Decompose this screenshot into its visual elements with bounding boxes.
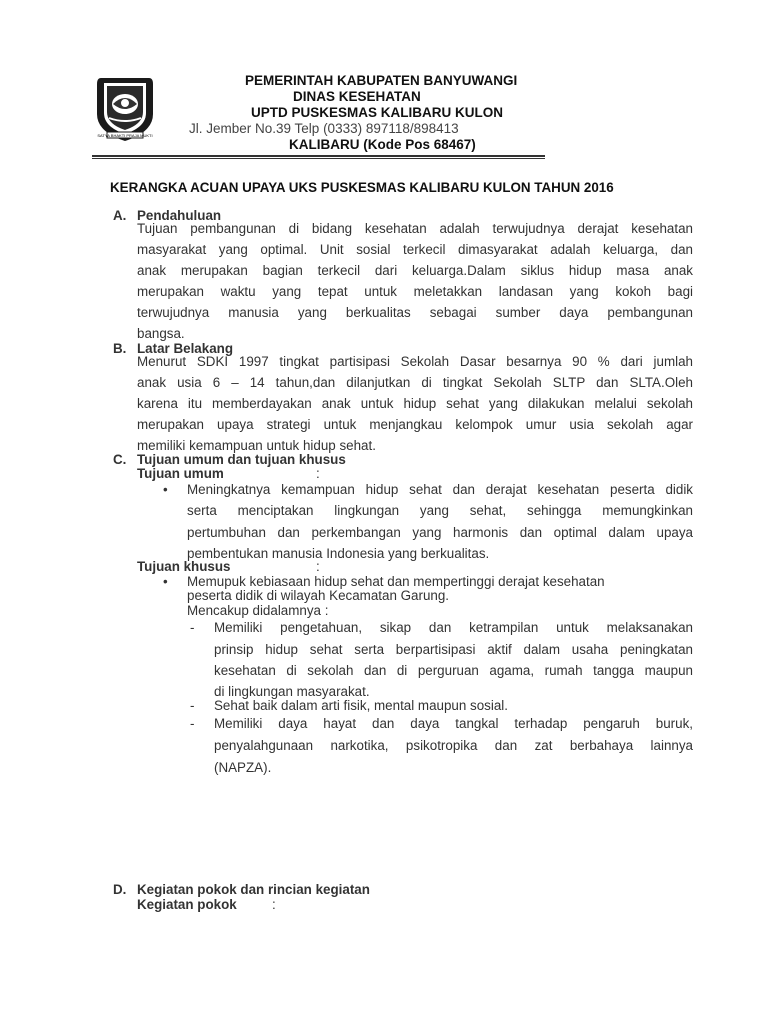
- tujuan-khusus-text: peserta didik di wilayah Kecamatan Garung.: [187, 588, 450, 603]
- bullet-marker: •: [163, 482, 168, 497]
- section-a-line: terwujudnya manusia yang berkualitas sebagai sumber daya pembangunan: [137, 305, 693, 320]
- dash-marker: -: [190, 716, 195, 731]
- dash-item-text: Memiliki daya hayat dan daya tangkal terhadap pengaruh buruk,: [214, 716, 693, 731]
- dash-item-text: Sehat baik dalam arti fisik, mental maupun sosial.: [214, 698, 508, 713]
- dash-marker: -: [190, 620, 195, 635]
- section-a-line: Tujuan pembangunan di bidang kesehatan adalah terwujudnya derajat kesehatan: [137, 221, 693, 236]
- bullet-marker: •: [163, 574, 168, 589]
- section-a-line: anak merupakan bagian terkecil dari keluarga.Dalam siklus hidup masa anak: [137, 263, 693, 278]
- dash-item-text: (NAPZA).: [214, 760, 272, 775]
- document-title: KERANGKA ACUAN UPAYA UKS PUSKESMAS KALIBARU KULON TAHUN 2016: [110, 180, 614, 195]
- section-a-line: bangsa.: [137, 326, 185, 341]
- tujuan-umum-text: serta menciptakan lingkungan yang sehat, sehingga memungkinkan: [187, 503, 693, 518]
- dash-item-text: prinsip hidup sehat serta berpartisipasi aktif dalam usaha peningkatan: [214, 642, 693, 657]
- logo-motto: SATYA BHAKTI PRAJA MUKTI: [97, 133, 153, 138]
- dash-item-text: Memiliki pengetahuan, sikap dan ketrampilan untuk melaksanakan: [214, 620, 693, 635]
- section-b-line: anak usia 6 – 14 tahun,dan dilanjutkan di tingkat Sekolah SLTP dan SLTA.Oleh: [137, 375, 693, 390]
- banyuwangi-emblem-logo: [93, 74, 157, 144]
- tujuan-umum-label: Tujuan umum: [137, 466, 224, 481]
- section-d-heading: Kegiatan pokok dan rincian kegiatan: [137, 882, 370, 897]
- tujuan-umum-text: pertumbuhan dan perkembangan yang harmonis dan optimal dalam upaya: [187, 525, 693, 540]
- letterhead-postal: KALIBARU (Kode Pos 68467): [289, 137, 476, 152]
- tujuan-khusus-label: Tujuan khusus: [137, 559, 231, 574]
- section-b-line: merupakan upaya strategi untuk menjangkau kelompok umur usia sekolah agar: [137, 417, 693, 432]
- tujuan-umum-colon: :: [316, 466, 320, 481]
- dash-item-text: di lingkungan masyarakat.: [214, 684, 370, 699]
- letterhead-line-1: PEMERINTAH KABUPATEN BANYUWANGI: [245, 73, 518, 88]
- tujuan-umum-text: Meningkatnya kemampuan hidup sehat dan derajat kesehatan peserta didik: [187, 482, 693, 497]
- tujuan-umum-text: pembentukan manusia Indonesia yang berkualitas.: [187, 546, 490, 561]
- section-b-letter: B.: [113, 341, 127, 356]
- section-b-line: memiliki kemampuan untuk hidup sehat.: [137, 438, 376, 453]
- section-a-line: merupakan waktu yang tepat untuk meletakkan landasan yang kokoh bagi: [137, 284, 693, 299]
- section-b-line: karena itu memberdayakan anak untuk hidup sehat yang dilakukan melalui sekolah: [137, 396, 693, 411]
- section-d-letter: D.: [113, 882, 127, 897]
- section-a-line: masyarakat yang optimal. Unit sosial terkecil dimasyarakat adalah keluarga, dan: [137, 242, 693, 257]
- section-b-heading: Latar Belakang: [137, 341, 234, 356]
- letterhead-rule-thin: [92, 158, 545, 159]
- section-c-letter: C.: [113, 452, 127, 467]
- kegiatan-pokok-colon: :: [272, 897, 276, 912]
- letterhead-rule-thick: [92, 155, 545, 157]
- dash-item-text: penyalahgunaan narkotika, psikotropika dan zat berbahaya lainnya: [214, 738, 693, 753]
- section-a-letter: A.: [113, 208, 127, 223]
- letterhead-line-2: DINAS KESEHATAN: [293, 89, 421, 104]
- tujuan-khusus-text: Memupuk kebiasaan hidup sehat dan mempertinggi derajat kesehatan: [187, 574, 605, 589]
- tujuan-khusus-colon: :: [316, 559, 320, 574]
- section-a-heading: Pendahuluan: [137, 208, 222, 223]
- dash-marker: -: [190, 698, 195, 713]
- letterhead-address: Jl. Jember No.39 Telp (0333) 897118/898413: [189, 121, 459, 136]
- kegiatan-pokok-label: Kegiatan pokok: [137, 897, 237, 912]
- dash-item-text: kesehatan di sekolah dan di perguruan agama, rumah tangga maupun: [214, 663, 693, 678]
- section-c-heading: Tujuan umum dan tujuan khusus: [137, 452, 346, 467]
- tujuan-khusus-text: Mencakup didalamnya :: [187, 603, 329, 618]
- section-b-line: Menurut SDKI 1997 tingkat partisipasi Sekolah Dasar besarnya 90 % dari jumlah: [137, 354, 693, 369]
- letterhead-line-3: UPTD PUSKESMAS KALIBARU KULON: [251, 105, 504, 120]
